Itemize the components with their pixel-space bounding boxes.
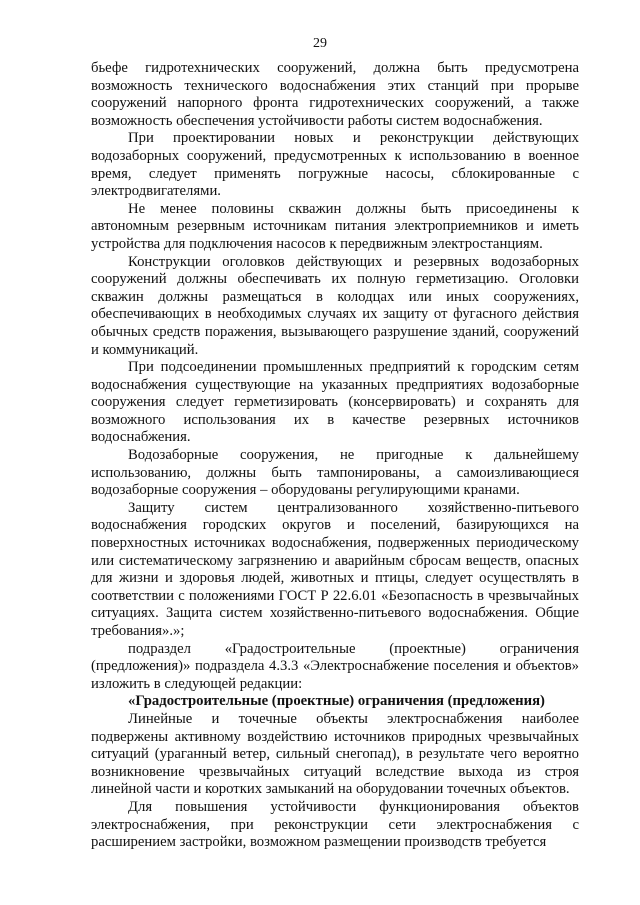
paragraph-hydro-continuation: бьефе гидротехнических сооружений, должна быть предусмотрена возможность технического водоснабжения этих станций при прорыве сооружений напорного фронта гидротехнических сооружений, а также возможность обеспечения устойчивости работы систем водоснабжения.	[91, 60, 579, 129]
document-body	[91, 60, 579, 852]
paragraph-well-heads: Конструкции оголовков действующих и резервных водозаборных сооружений должны обеспечивать их полную герметизацию. Оголовки скважин должны размещаться в колодцах или иных сооружениях, обеспечивающих в необходимых случаях их защиту от фугасного действия обычных средств поражения, вызывающего разрушение зданий, сооружений и коммуникаций.	[91, 253, 579, 358]
page-number: 29	[313, 36, 327, 51]
paragraph-water-protection: Защиту систем централизованного хозяйственно-питьевого водоснабжения городских округов и поселений, базирующихся на поверхностных источниках водоснабжения, подверженных периодическому или систематическому загрязнению и аварийным сбросам веществ, опасных для жизни и здоровья людей, животных и птицы, следует осуществлять в соответствии с положениями ГОСТ Р 22.6.01 «Безопасность в чрезвычайных ситуациях. Защита систем хозяйственно-питьевого водоснабжения. Общие требования».»;	[91, 499, 579, 639]
paragraph-power-resilience: Для повышения устойчивости функционирования объектов электроснабжения, при реконструкции сети электроснабжения с расширением застройки, возможном размещении производств требуется	[91, 798, 579, 851]
paragraph-industrial-connection: При подсоединении промышленных предприятий к городским сетям водоснабжения существующие на указанных предприятиях водозаборные сооружения следует герметизировать (консервировать) и сохранять для возможного использования их в качестве резервных источников водоснабжения.	[91, 359, 579, 446]
paragraph-unsuitable-intakes: Водозаборные сооружения, не пригодные к дальнейшему использованию, должны быть тампонированы, а самоизливающиеся водозаборные сооружения – оборудованы регулирующими кранами.	[91, 447, 579, 499]
paragraph-subsection-amendment: подраздел «Градостроительные (проектные) ограничения (предложения)» подраздела 4.3.3 «Электроснабжение поселения и объектов» изложить в следующей редакции:	[91, 640, 579, 692]
paragraph-power-objects: Линейные и точечные объекты электроснабжения наиболее подвержены активному воздействию источников природных чрезвычайных ситуаций (ураганный ветер, сильный снегопад), в результате чего вероятно возникновение чрезвычайных ситуаций вследствие выхода из строя линейной части и коротких замыканий на оборудовании точечных объектов.	[91, 710, 579, 798]
paragraph-wells-power: Не менее половины скважин должны быть присоединены к автономным резервным источникам питания электроприемников и иметь устройства для подключения насосов к передвижным электростанциям.	[91, 200, 579, 252]
paragraph-pumps: При проектировании новых и реконструкции действующих водозаборных сооружений, предусмотренных к использованию в военное время, следует применять погружные насосы, сблокированные с электродвигателями.	[91, 130, 579, 200]
section-heading: «Градостроительные (проектные) ограничения (предложения)	[128, 693, 545, 710]
